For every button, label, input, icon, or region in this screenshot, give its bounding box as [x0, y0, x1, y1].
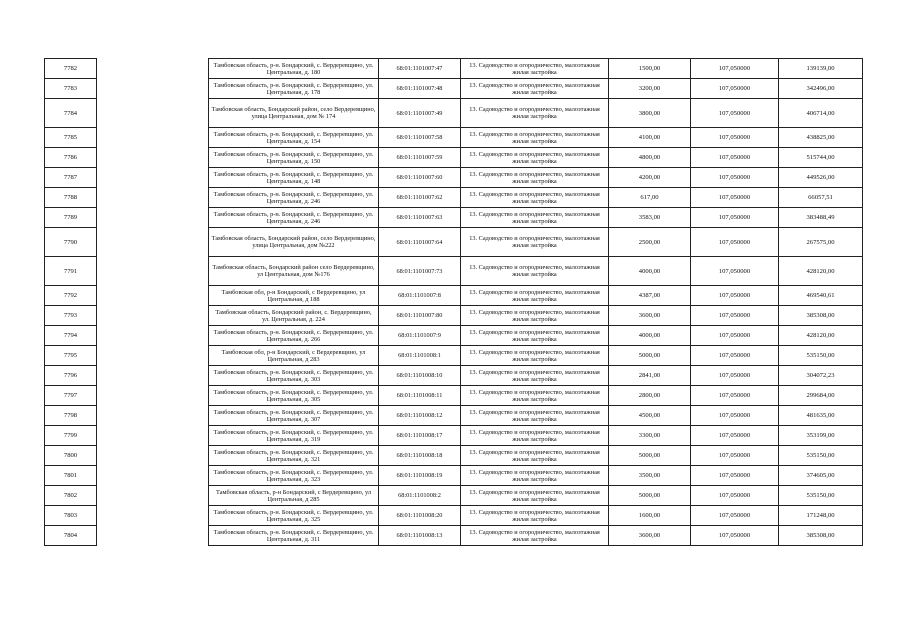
table-row: [45, 148, 863, 168]
area-cell: 5000,00: [609, 486, 691, 506]
cadastral-number-cell: 68:01:1101007:58: [379, 128, 461, 148]
address-cell: Тамбовская область, р-н. Бондарский, с. Вердеревщино, ул. Центральная, д. 307: [209, 406, 379, 426]
row-number-cell: 7785: [45, 128, 97, 148]
land-use-cell: 13. Садоводство и огородничество, малоэтажная жилая застройка: [461, 306, 609, 326]
row-number-cell: 7788: [45, 188, 97, 208]
cadastral-value-cell: 535150,00: [779, 446, 863, 466]
specific-value-cell: 107,050000: [691, 59, 779, 79]
land-use-cell: 13. Садоводство и огородничество, малоэтажная жилая застройка: [461, 526, 609, 546]
address-cell: Тамбовская область, р-н. Бондарский, с. Вердеревщино, ул. Центральная, д. 180: [209, 59, 379, 79]
cadastral-number-cell: 68:01:1101007:9: [379, 326, 461, 346]
row-number-cell: 7801: [45, 466, 97, 486]
cadastral-value-cell: 469540,61: [779, 286, 863, 306]
blank-cell: [97, 148, 209, 168]
table-row: [45, 366, 863, 386]
land-use-cell: 13. Садоводство и огородничество, малоэтажная жилая застройка: [461, 446, 609, 466]
area-cell: 2500,00: [609, 228, 691, 257]
land-use-cell: 13. Садоводство и огородничество, малоэтажная жилая застройка: [461, 286, 609, 306]
blank-cell: [97, 168, 209, 188]
table-row: [45, 257, 863, 286]
land-use-cell: 13. Садоводство и огородничество, малоэтажная жилая застройка: [461, 346, 609, 366]
cadastral-number-cell: 68:01:1101008:2: [379, 486, 461, 506]
blank-cell: [97, 228, 209, 257]
table-row: [45, 286, 863, 306]
row-number-cell: 7797: [45, 386, 97, 406]
row-number-cell: 7793: [45, 306, 97, 326]
address-cell: Тамбовская область, р-н. Бондарский, с. Вердеревщино, ул. Центральная, д. 154: [209, 128, 379, 148]
table-row: [45, 306, 863, 326]
blank-cell: [97, 426, 209, 446]
cadastral-number-cell: 68:01:1101007:63: [379, 208, 461, 228]
specific-value-cell: 107,050000: [691, 306, 779, 326]
cadastral-number-cell: 68:01:1101007:47: [379, 59, 461, 79]
table-row: [45, 79, 863, 99]
specific-value-cell: 107,050000: [691, 99, 779, 128]
land-use-cell: 13. Садоводство и огородничество, малоэтажная жилая застройка: [461, 128, 609, 148]
address-cell: Тамбовская область, р-н. Бондарский, с. Вердеревщино, ул. Центральная, д. 246: [209, 188, 379, 208]
table-row: [45, 59, 863, 79]
cadastral-number-cell: 68:01:1101008:17: [379, 426, 461, 446]
cadastral-number-cell: 68:01:1101007:80: [379, 306, 461, 326]
address-cell: Тамбовская область, р-н. Бондарский, с. Вердеревщино, ул. Центральная, д. 178: [209, 79, 379, 99]
blank-cell: [97, 99, 209, 128]
cadastral-number-cell: 68:01:1101008:1: [379, 346, 461, 366]
cadastral-value-cell: 66057,51: [779, 188, 863, 208]
cadastral-value-cell: 428120,00: [779, 326, 863, 346]
cadastral-number-cell: 68:01:1101008:19: [379, 466, 461, 486]
row-number-cell: 7800: [45, 446, 97, 466]
table-row: [45, 228, 863, 257]
cadastral-value-cell: 171248,00: [779, 506, 863, 526]
blank-cell: [97, 326, 209, 346]
cadastral-value-cell: 385308,00: [779, 526, 863, 546]
table-row: [45, 506, 863, 526]
row-number-cell: 7784: [45, 99, 97, 128]
specific-value-cell: 107,050000: [691, 208, 779, 228]
cadastral-value-cell: 406714,00: [779, 99, 863, 128]
land-use-cell: 13. Садоводство и огородничество, малоэтажная жилая застройка: [461, 257, 609, 286]
address-cell: Тамбовская область, р-н. Бондарский, с. Вердеревщино, ул. Центральная, д. 321: [209, 446, 379, 466]
specific-value-cell: 107,050000: [691, 79, 779, 99]
blank-cell: [97, 406, 209, 426]
cadastral-value-cell: 481635,00: [779, 406, 863, 426]
address-cell: Тамбовская область, р-н. Бондарский, с. Вердеревщино, ул. Центральная, д. 311: [209, 526, 379, 546]
cadastral-number-cell: 68:01:1101007:73: [379, 257, 461, 286]
table-row: [45, 426, 863, 446]
area-cell: 4500,00: [609, 406, 691, 426]
cadastral-value-cell: 299684,00: [779, 386, 863, 406]
area-cell: 4387,00: [609, 286, 691, 306]
blank-cell: [97, 346, 209, 366]
blank-cell: [97, 366, 209, 386]
cadastral-number-cell: 68:01:1101008:12: [379, 406, 461, 426]
land-use-cell: 13. Садоводство и огородничество, малоэтажная жилая застройка: [461, 228, 609, 257]
address-cell: Тамбовская область, р-н. Бондарский, с. Вердеревщино, ул. Центральная, д. 266: [209, 326, 379, 346]
cadastral-number-cell: 68:01:1101008:11: [379, 386, 461, 406]
specific-value-cell: 107,050000: [691, 386, 779, 406]
row-number-cell: 7786: [45, 148, 97, 168]
area-cell: 3500,00: [609, 466, 691, 486]
land-use-cell: 13. Садоводство и огородничество, малоэтажная жилая застройка: [461, 466, 609, 486]
blank-cell: [97, 59, 209, 79]
area-cell: 4000,00: [609, 326, 691, 346]
cadastral-value-cell: 139139,00: [779, 59, 863, 79]
area-cell: 3600,00: [609, 306, 691, 326]
specific-value-cell: 107,050000: [691, 466, 779, 486]
blank-cell: [97, 306, 209, 326]
cadastral-value-cell: 374605,00: [779, 466, 863, 486]
area-cell: 4800,00: [609, 148, 691, 168]
blank-cell: [97, 506, 209, 526]
area-cell: 4100,00: [609, 128, 691, 148]
land-use-cell: 13. Садоводство и огородничество, малоэтажная жилая застройка: [461, 188, 609, 208]
row-number-cell: 7799: [45, 426, 97, 446]
cadastral-number-cell: 68:01:1101008:13: [379, 526, 461, 546]
row-number-cell: 7795: [45, 346, 97, 366]
area-cell: 3800,00: [609, 99, 691, 128]
specific-value-cell: 107,050000: [691, 188, 779, 208]
address-cell: Тамбовская область, Бондарский район село Вердеревщино, ул Центральная, дом №176: [209, 257, 379, 286]
blank-cell: [97, 257, 209, 286]
blank-cell: [97, 446, 209, 466]
specific-value-cell: 107,050000: [691, 326, 779, 346]
row-number-cell: 7783: [45, 79, 97, 99]
cadastral-value-cell: 515744,00: [779, 148, 863, 168]
row-number-cell: 7802: [45, 486, 97, 506]
cadastral-number-cell: 68:01:1101007:59: [379, 148, 461, 168]
cadastral-number-cell: 68:01:1101008:18: [379, 446, 461, 466]
area-cell: 2841,00: [609, 366, 691, 386]
blank-cell: [97, 188, 209, 208]
area-cell: 3300,00: [609, 426, 691, 446]
land-use-cell: 13. Садоводство и огородничество, малоэтажная жилая застройка: [461, 168, 609, 188]
row-number-cell: 7789: [45, 208, 97, 228]
specific-value-cell: 107,050000: [691, 228, 779, 257]
specific-value-cell: 107,050000: [691, 168, 779, 188]
cadastral-value-cell: 438825,00: [779, 128, 863, 148]
land-use-cell: 13. Садоводство и огородничество, малоэтажная жилая застройка: [461, 79, 609, 99]
table-row: [45, 326, 863, 346]
address-cell: Тамбовская область, р-н. Бондарский, с. Вердеревщино, ул. Центральная, д. 150: [209, 148, 379, 168]
blank-cell: [97, 466, 209, 486]
cadastral-value-cell: 449526,00: [779, 168, 863, 188]
land-use-cell: 13. Садоводство и огородничество, малоэтажная жилая застройка: [461, 486, 609, 506]
row-number-cell: 7792: [45, 286, 97, 306]
table-row: [45, 526, 863, 546]
address-cell: Тамбовская область, р-н. Бондарский, с. Вердеревщино, ул. Центральная, д. 148: [209, 168, 379, 188]
blank-cell: [97, 286, 209, 306]
area-cell: 5000,00: [609, 446, 691, 466]
address-cell: Тамбовская область, р-н. Бондарский, с. Вердеревщино, ул. Центральная, д. 323: [209, 466, 379, 486]
address-cell: Тамбовская область, Бондарский район, село Вердеревщино, улица Центральная, дом №222: [209, 228, 379, 257]
blank-cell: [97, 128, 209, 148]
table-row: [45, 386, 863, 406]
area-cell: 4000,00: [609, 257, 691, 286]
row-number-cell: 7782: [45, 59, 97, 79]
land-use-cell: 13. Садоводство и огородничество, малоэтажная жилая застройка: [461, 99, 609, 128]
table-row: [45, 486, 863, 506]
row-number-cell: 7790: [45, 228, 97, 257]
table-row: [45, 99, 863, 128]
address-cell: Тамбовская область, Бондарский район, село Вердеревщино, улица Центральная, дом № 174: [209, 99, 379, 128]
cadastral-number-cell: 68:01:1101007:48: [379, 79, 461, 99]
cadastral-value-cell: 535150,00: [779, 486, 863, 506]
row-number-cell: 7787: [45, 168, 97, 188]
address-cell: Тамбовская область, р-н Бондарский, с Вердеревщино, ул Центральная, д 285: [209, 486, 379, 506]
cadastral-value-cell: 353199,00: [779, 426, 863, 446]
row-number-cell: 7804: [45, 526, 97, 546]
cadastral-value-cell: 385308,00: [779, 306, 863, 326]
address-cell: Тамбовская область, р-н. Бондарский, с. Вердеревщино, ул. Центральная, д. 319: [209, 426, 379, 446]
area-cell: 1600,00: [609, 506, 691, 526]
specific-value-cell: 107,050000: [691, 446, 779, 466]
cadastral-value-table: [44, 58, 863, 546]
specific-value-cell: 107,050000: [691, 366, 779, 386]
row-number-cell: 7794: [45, 326, 97, 346]
table-row: [45, 406, 863, 426]
specific-value-cell: 107,050000: [691, 426, 779, 446]
land-use-cell: 13. Садоводство и огородничество, малоэтажная жилая застройка: [461, 326, 609, 346]
cadastral-number-cell: 68:01:1101007:62: [379, 188, 461, 208]
land-use-cell: 13. Садоводство и огородничество, малоэтажная жилая застройка: [461, 506, 609, 526]
area-cell: 3583,00: [609, 208, 691, 228]
area-cell: 5000,00: [609, 346, 691, 366]
row-number-cell: 7798: [45, 406, 97, 426]
address-cell: Тамбовская обл, р-н Бондарский, с Вердеревщино, ул Центральная, д 283: [209, 346, 379, 366]
land-use-cell: 13. Садоводство и огородничество, малоэтажная жилая застройка: [461, 148, 609, 168]
area-cell: 1500,00: [609, 59, 691, 79]
area-cell: 617,00: [609, 188, 691, 208]
area-cell: 3200,00: [609, 79, 691, 99]
address-cell: Тамбовская область, р-н. Бондарский, с. Вердеревщино, ул. Центральная, д. 325: [209, 506, 379, 526]
address-cell: Тамбовская обл, р-н Бондарский, с Вердеревщино, ул Центральная, д 188: [209, 286, 379, 306]
cadastral-value-cell: 383488,49: [779, 208, 863, 228]
specific-value-cell: 107,050000: [691, 406, 779, 426]
area-cell: 2800,00: [609, 386, 691, 406]
land-use-cell: 13. Садоводство и огородничество, малоэтажная жилая застройка: [461, 208, 609, 228]
address-cell: Тамбовская область, Бондарский район, с. Вердеревщино, ул. Центральная, д. 224: [209, 306, 379, 326]
cadastral-value-cell: 428120,00: [779, 257, 863, 286]
specific-value-cell: 107,050000: [691, 506, 779, 526]
cadastral-number-cell: 68:01:1101007:64: [379, 228, 461, 257]
table-body: [45, 59, 863, 546]
blank-cell: [97, 526, 209, 546]
specific-value-cell: 107,050000: [691, 128, 779, 148]
land-use-cell: 13. Садоводство и огородничество, малоэтажная жилая застройка: [461, 386, 609, 406]
land-use-cell: 13. Садоводство и огородничество, малоэтажная жилая застройка: [461, 59, 609, 79]
specific-value-cell: 107,050000: [691, 346, 779, 366]
blank-cell: [97, 79, 209, 99]
table-row: [45, 208, 863, 228]
row-number-cell: 7803: [45, 506, 97, 526]
address-cell: Тамбовская область, р-н. Бондарский, с. Вердеревщино, ул. Центральная, д. 246: [209, 208, 379, 228]
cadastral-value-cell: 304072,23: [779, 366, 863, 386]
blank-cell: [97, 486, 209, 506]
area-cell: 4200,00: [609, 168, 691, 188]
address-cell: Тамбовская область, р-н. Бондарский, с. Вердеревщино, ул. Центральная, д. 303: [209, 366, 379, 386]
land-use-cell: 13. Садоводство и огородничество, малоэтажная жилая застройка: [461, 366, 609, 386]
table-row: [45, 446, 863, 466]
row-number-cell: 7796: [45, 366, 97, 386]
land-use-cell: 13. Садоводство и огородничество, малоэтажная жилая застройка: [461, 426, 609, 446]
row-number-cell: 7791: [45, 257, 97, 286]
cadastral-value-cell: 342496,00: [779, 79, 863, 99]
cadastral-value-cell: 267575,00: [779, 228, 863, 257]
cadastral-value-cell: 535150,00: [779, 346, 863, 366]
address-cell: Тамбовская область, р-н. Бондарский, с. Вердеревщино, ул. Центральная, д. 305: [209, 386, 379, 406]
table-row: [45, 168, 863, 188]
specific-value-cell: 107,050000: [691, 257, 779, 286]
area-cell: 3600,00: [609, 526, 691, 546]
table-row: [45, 346, 863, 366]
blank-cell: [97, 208, 209, 228]
cadastral-number-cell: 68:01:1101007:60: [379, 168, 461, 188]
blank-cell: [97, 386, 209, 406]
specific-value-cell: 107,050000: [691, 286, 779, 306]
land-use-cell: 13. Садоводство и огородничество, малоэтажная жилая застройка: [461, 406, 609, 426]
cadastral-number-cell: 68:01:1101007:8: [379, 286, 461, 306]
cadastral-number-cell: 68:01:1101008:20: [379, 506, 461, 526]
specific-value-cell: 107,050000: [691, 486, 779, 506]
table-row: [45, 128, 863, 148]
specific-value-cell: 107,050000: [691, 526, 779, 546]
cadastral-number-cell: 68:01:1101007:49: [379, 99, 461, 128]
specific-value-cell: 107,050000: [691, 148, 779, 168]
table-row: [45, 188, 863, 208]
cadastral-number-cell: 68:01:1101008:10: [379, 366, 461, 386]
table-row: [45, 466, 863, 486]
